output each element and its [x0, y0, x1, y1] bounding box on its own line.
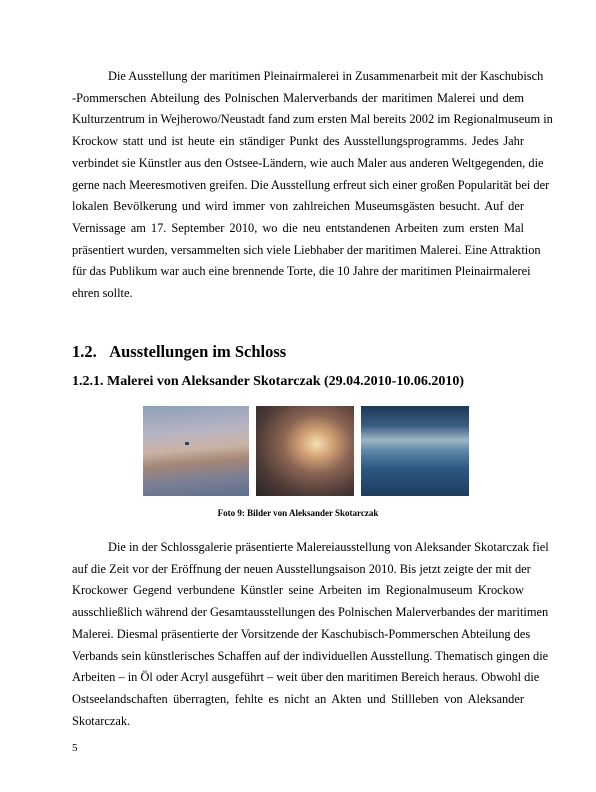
text-line: lokalen Bevölkerung und wird immer von zahlreichen Museumsgästen besucht. Auf der [72, 199, 524, 214]
text-line: ausschließlich während der Gesamtausstellungen des Polnischen Malerverbandes der maritimen [72, 605, 549, 620]
text-line: Skotarczak. [72, 713, 131, 728]
paragraph-pleinair-exhibition [72, 66, 553, 305]
text-line: Malerei. Diesmal präsentierte der Vorsitzende der Kaschubisch-Pommerschen Abteilung des [72, 626, 531, 641]
text-line: Die in der Schlossgalerie präsentierte Malereiausstellung von Aleksander Skotarczak fiel [108, 540, 549, 554]
figure-paintings [143, 406, 469, 496]
subsection-heading: 1.2.1. Malerei von Aleksander Skotarczak (29.04.2010-10.06.2010) [72, 374, 464, 389]
painting-seascape-boat [143, 406, 249, 496]
boat-shape [185, 442, 189, 445]
text-line: verbindet sie Künstler aus den Ostsee-Ländern, wie auch Maler aus anderen Weltgegenden, die [72, 155, 544, 170]
page-number: 5 [72, 742, 78, 754]
text-line: ehren sollte. [72, 286, 133, 301]
text-line: Die Ausstellung der maritimen Pleinairmalerei in Zusammenarbeit mit der Kaschubisch [108, 69, 544, 83]
text-line: -Pommerschen Abteilung des Polnischen Malerverbands der maritimen Malerei und dem [72, 90, 524, 105]
paragraph-skotarczak-exhibition [72, 537, 549, 732]
section-title: Ausstellungen im Schloss [109, 342, 287, 361]
text-line: Ostseelandschaften überragten, fehlte es nicht an Akten und Stillleben von Aleksander [72, 691, 524, 706]
text-line: auf die Zeit vor der Eröffnung der neuen Ausstellungsaison 2010. Bis jetzt zeigte der mit der [72, 561, 531, 576]
section-heading [72, 342, 286, 362]
text-line: gerne nach Meeresmotiven greifen. Die Ausstellung erfreut sich einer großen Popularität bei der [72, 177, 550, 192]
painting-sunset-coast [256, 406, 354, 496]
text-line: für das Publikum war auch eine brennende Torte, die 10 Jahre der maritimen Pleinairmalerei [72, 264, 531, 279]
text-line: Krockow statt und ist heute ein ständiger Punkt des Ausstellungsprogramms. Jedes Jahr [72, 134, 524, 149]
text-line: Arbeiten – in Öl oder Acryl ausgeführt – weit über den maritimen Bereich heraus. Obwohl die [72, 670, 540, 685]
text-line: präsentiert wurden, versammelten sich viele Liebhaber der maritimen Malerei. Eine Attraktion [72, 242, 541, 257]
painting-stormy-sea [361, 406, 469, 496]
text-line: Verbands sein künstlerisches Schaffen auf der individuellen Ausstellung. Thematisch gingen die [72, 648, 549, 663]
figure-caption: Foto 9: Bilder von Aleksander Skotarczak [217, 508, 379, 518]
section-number: 1.2. [72, 342, 97, 361]
text-line: Krockower Gegend verbundene Künstler seine Arbeiten im Regionalmuseum Krockow [72, 583, 524, 598]
text-line: Vernissage am 17. September 2010, wo die neu entstandenen Arbeiten zum ersten Mal [72, 220, 524, 235]
text-line: Kulturzentrum in Wejherowo/Neustadt fand zum ersten Mal bereits 2002 im Regionalmuseum in [72, 112, 553, 127]
